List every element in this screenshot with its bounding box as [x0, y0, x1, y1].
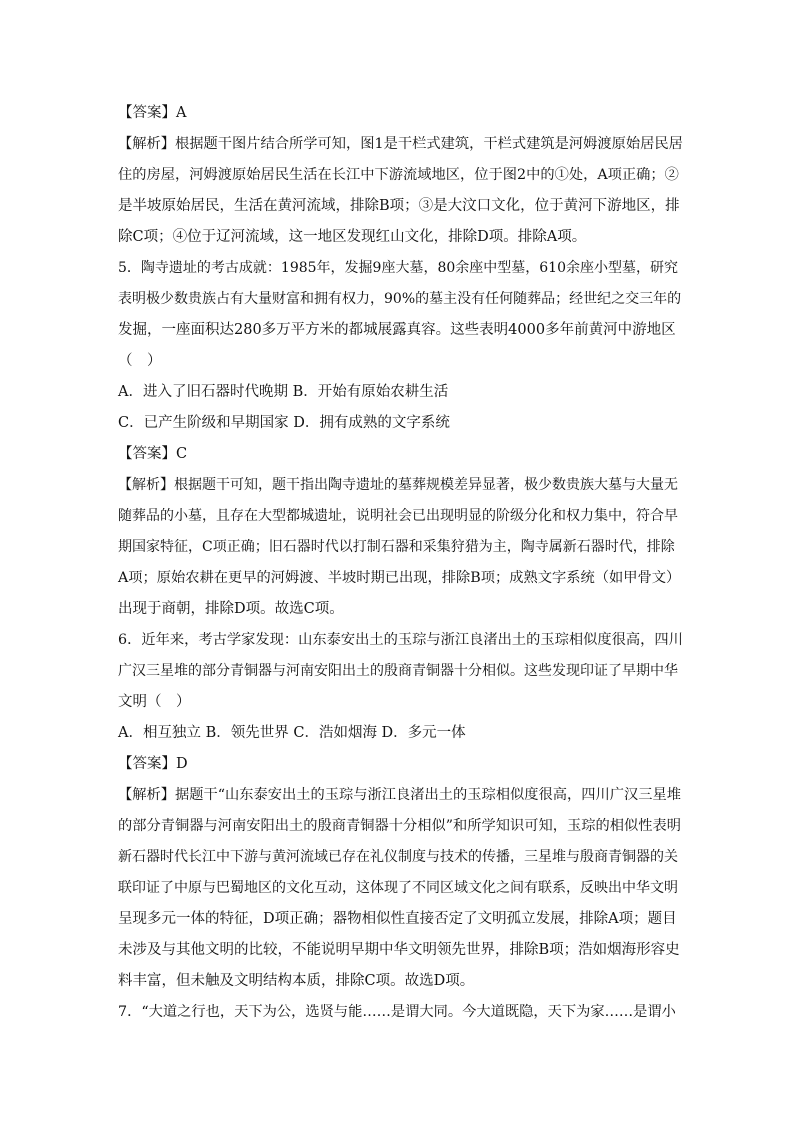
question-6-line-3: 文明（ ） — [118, 694, 191, 710]
analysis-q4-line-3: 是半坡原始居民，生活在黄河流域，排除B项；③是大汶口文化，位于黄河下游地区，排 — [118, 198, 680, 214]
analysis-q5-line-3: 期国家特征，C项正确；旧石器时代以打制石器和采集狩猎为主，陶寺属新石器时代，排除 — [118, 539, 675, 555]
question-5-line-1: 5．陶寺遗址的考古成就：1985年，发掘9座大墓，80余座中型墓，610余座小型墓，研究 — [118, 260, 678, 276]
analysis-q4-line-1: 【解析】根据题干图片结合所学可知，图1是干栏式建筑，干栏式建筑是河姆渡原始居民居 — [118, 136, 683, 152]
answer-label-q4: 【答案】A — [118, 105, 187, 121]
question-5-options-cd: C．已产生阶级和早期国家 D．拥有成熟的文字系统 — [118, 415, 450, 431]
analysis-q5-line-5: 出现于商朝，排除D项。故选C项。 — [118, 601, 344, 617]
analysis-q6-line-3: 新石器时代长江中下游与黄河流域已存在礼仪制度与技术的传播，三星堆与殷商青铜器的关 — [118, 849, 678, 865]
answer-label-q5: 【答案】C — [118, 446, 188, 462]
analysis-q6-line-4: 联印证了中原与巴蜀地区的文化互动，这体现了不同区域文化之间有联系，反映出中华文明 — [118, 880, 678, 896]
question-6-line-2: 广汉三星堆的部分青铜器与河南安阳出土的殷商青铜器十分相似。这些发现印证了早期中华 — [118, 663, 678, 679]
question-5-line-3: 发掘，一座面积达280多万平方米的都城展露真容。这些表明4000多年前黄河中游地区 — [118, 322, 676, 338]
analysis-q6-line-6: 未涉及与其他文明的比较，不能说明早期中华文明领先世界，排除B项；浩如烟海形容史 — [118, 942, 680, 958]
analysis-q6-line-1: 【解析】据题干“山东泰安出土的玉琮与浙江良渚出土的玉琮相似度很高，四川广汉三星堆 — [118, 787, 682, 803]
analysis-q5-line-1: 【解析】根据题干可知，题干指出陶寺遗址的墓葬规模差异显著，极少数贵族大墓与大量无 — [118, 477, 678, 493]
analysis-q5-line-4: A项；原始农耕在更早的河姆渡、半坡时期已出现，排除B项；成熟文字系统（如甲骨文） — [118, 570, 681, 586]
analysis-q6-line-7: 料丰富，但未触及文明结构本质，排除C项。故选D项。 — [118, 973, 475, 989]
analysis-q4-line-2: 住的房屋，河姆渡原始居民生活在长江中下游流域地区，位于图2中的①处，A项正确；② — [118, 167, 679, 183]
analysis-q6-line-5: 呈现多元一体的特征，D项正确；器物相似性直接否定了文明孤立发展，排除A项；题目 — [118, 911, 677, 927]
answer-label-q6: 【答案】D — [118, 756, 188, 772]
question-6-options: A．相互独立 B．领先世界 C．浩如烟海 D．多元一体 — [118, 725, 466, 741]
document-page — [118, 98, 684, 1028]
analysis-q5-line-2: 随葬品的小墓，且存在大型都城遗址，说明社会已出现明显的阶级分化和权力集中，符合早 — [118, 508, 678, 524]
analysis-q6-line-2: 的部分青铜器与河南安阳出土的殷商青铜器十分相似”和所学知识可知，玉琮的相似性表明 — [118, 818, 682, 834]
analysis-q4-line-4: 除C项；④位于辽河流域，这一地区发现红山文化，排除D项。排除A项。 — [118, 229, 587, 245]
question-5-line-2: 表明极少数贵族占有大量财富和拥有权力，90%的墓主没有任何随葬品；经世纪之交三年的 — [118, 291, 682, 307]
question-5-options-ab: A．进入了旧石器时代晚期 B．开始有原始农耕生活 — [118, 384, 449, 400]
question-7-line-1: 7．“大道之行也，天下为公，选贤与能……是谓大同。今大道既隐，天下为家……是谓小 — [118, 1004, 676, 1020]
question-6-line-1: 6．近年来，考古学家发现：山东泰安出土的玉琮与浙江良渚出土的玉琮相似度很高，四川 — [118, 632, 683, 648]
question-5-blank: （ ） — [118, 353, 162, 369]
